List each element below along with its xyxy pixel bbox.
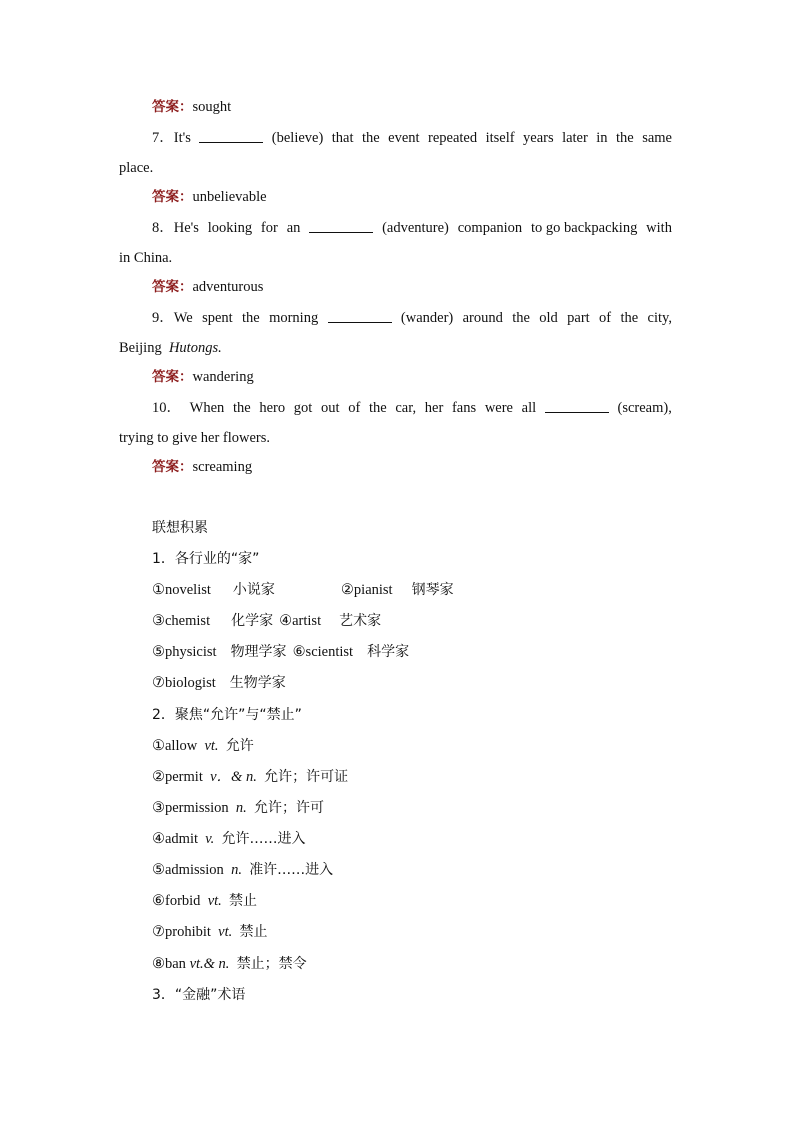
vocab-en: ②pianist [340,582,393,598]
question-10 [152,398,672,418]
question-number: 7．It's [152,130,191,146]
vocab-en: ⑥scientist [292,644,354,660]
vocab-row [152,611,672,631]
question-9-continued [119,338,672,358]
vocab-en: ②permit [152,769,203,785]
answer-10 [152,457,672,477]
question-word: around [462,310,503,326]
question-word: were [484,400,513,416]
question-word: of [348,400,361,416]
question-word: (believe) [271,130,324,146]
question-word: the [361,130,380,146]
question-word: repeated [428,130,478,146]
vocab-zh: 物理学家 [230,644,287,660]
vocab-zh: 允许 [225,738,254,754]
vocab-pos: v．& n. [210,769,257,785]
question-word: morning [269,310,319,326]
vocab-en: ①novelist [152,582,211,598]
vocab-row [152,891,672,911]
question-word: car, [395,400,417,416]
question-word: When [189,400,225,416]
vocab-zh: 允许；许可 [254,800,325,816]
heading-1: 1．各行业的“家” [152,551,260,567]
vocab-row [152,673,672,693]
question-word: all [521,400,537,416]
answer-label: 答案： [152,99,193,115]
vocab-en: ③permission [152,800,229,816]
answer-text: sought [192,99,232,115]
vocab-zh: 生物学家 [229,675,286,691]
vocab-zh: 禁止；禁令 [236,956,307,972]
question-8-continued: in China. [119,250,173,266]
question-word: the [620,310,639,326]
question-word: that [331,130,354,146]
question-number: 8．He's [152,220,199,236]
vocab-pos: vt. [204,738,219,754]
vocab-en: ①allow [152,738,198,754]
question-7-continued: place. [119,160,154,176]
question-word: of [599,310,612,326]
vocab-pos: vt.& n. [189,956,230,972]
vocab-zh: 小说家 [232,582,275,598]
question-word: fans [451,400,477,416]
question-word: Beijing [119,340,162,356]
vocab-zh: 准许……进入 [249,862,334,878]
vocab-en: ⑤admission [152,862,224,878]
question-word: (adventure) [382,220,449,236]
answer-label: 答案： [152,279,193,295]
question-word: looking [207,220,253,236]
answer-7 [152,187,672,207]
vocab-pos: v. [205,831,215,847]
answer-label: 答案： [152,369,193,385]
question-word: (scream), [617,400,672,416]
vocab-row [152,642,672,662]
vocab-row [152,860,672,880]
answer-blank [309,218,373,233]
question-word: the [242,310,260,326]
answer-8 [152,277,672,297]
answer-text: unbelievable [192,189,267,205]
question-word: an [286,220,301,236]
question-number: 10． [152,400,181,416]
vocab-row [152,954,672,974]
question-word: the [368,400,387,416]
question-word: got [293,400,313,416]
question-word: part [567,310,590,326]
vocab-zh: 科学家 [367,644,410,660]
answer-9 [152,367,672,387]
question-word: old [539,310,558,326]
vocab-row [152,736,672,756]
question-word: companion [457,220,523,236]
answer-text: wandering [192,369,254,385]
question-word: same [642,130,672,146]
question-word: the [616,130,634,146]
question-word: out [321,400,340,416]
question-word: with [646,220,672,236]
vocab-zh: 化学家 [231,613,274,629]
question-word: Hutongs. [168,340,222,356]
vocab-row [152,767,672,787]
question-word: the [232,400,251,416]
answer-blank [199,128,263,143]
heading-3: 3．“金融”术语 [152,987,246,1003]
question-word: her [424,400,444,416]
vocab-row [152,922,672,942]
question-8 [152,218,672,238]
vocab-pos: n. [235,800,247,816]
vocab-en: ④artist [279,613,322,629]
answer-6 [152,97,672,117]
question-word: hero [259,400,286,416]
question-number: 9．We [152,310,193,326]
answer-blank [545,398,609,413]
vocab-en: ③chemist [152,613,211,629]
vocab-zh: 钢琴家 [411,582,454,598]
question-7 [152,128,672,148]
answer-text: adventurous [192,279,264,295]
vocab-zh: 禁止 [229,893,258,909]
vocab-row [152,580,672,600]
question-word: later [562,130,588,146]
question-word: itself [485,130,515,146]
vocab-en: ⑧ban [152,956,186,972]
answer-label: 答案： [152,189,193,205]
vocab-en: ⑦prohibit [152,924,211,940]
question-word: to go backpacking [531,220,638,236]
vocab-row [152,829,672,849]
question-word: for [260,220,278,236]
vocab-row [152,798,672,818]
question-word: years [523,130,554,146]
vocab-pos: n. [231,862,242,878]
vocab-en: ④admit [152,831,199,847]
answer-blank [328,308,392,323]
vocab-en: ⑤physicist [152,644,217,660]
question-word: (wander) [400,310,454,326]
answer-label: 答案： [152,459,193,475]
section-title: 联想积累 [152,520,208,536]
question-9 [152,308,672,328]
vocab-en: ⑦biologist [152,675,216,691]
vocab-zh: 艺术家 [339,613,382,629]
question-word: event [388,130,420,146]
question-10-continued: trying to give her flowers. [119,430,271,446]
vocab-pos: vt. [207,893,222,909]
question-word: spent [202,310,233,326]
vocab-zh: 允许；许可证 [264,769,349,785]
vocab-zh: 禁止 [239,924,268,940]
vocab-zh: 允许……进入 [221,831,306,847]
question-word: in [596,130,608,146]
heading-2: 2．聚焦“允许”与“禁止” [152,707,302,723]
vocab-en: ⑥forbid [152,893,201,909]
question-word: the [512,310,530,326]
question-word: city, [647,310,672,326]
vocab-pos: vt. [218,924,233,940]
answer-text: screaming [192,459,253,475]
